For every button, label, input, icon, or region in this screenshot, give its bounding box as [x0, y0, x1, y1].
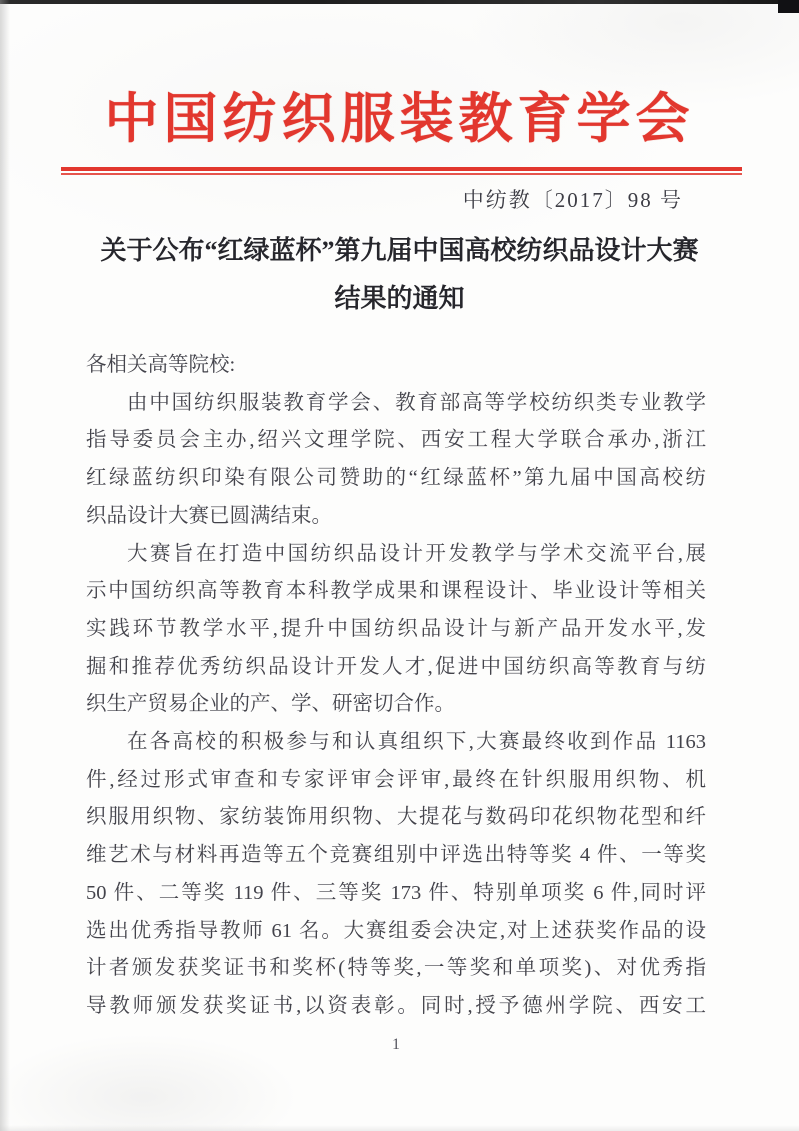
body-line: 大赛旨在打造中国纺织品设计开发教学与学术交流平台,展 — [127, 542, 706, 565]
body-line: 指导委员会主办,绍兴文理学院、西安工程大学联合承办,浙江 — [86, 429, 706, 452]
body-line: 织品设计大赛已圆满结束。 — [86, 504, 332, 527]
body-line: 红绿蓝纺织印染有限公司赞助的“红绿蓝杯”第九届中国高校纺 — [86, 467, 706, 490]
scan-edge-left — [0, 0, 10, 1131]
body-line: 由中国纺织服装教育学会、教育部高等学校纺织类专业教学 — [127, 391, 706, 414]
body-line: 件,经过形式审查和专家评审会评审,最终在针织服用织物、机 — [86, 768, 706, 791]
salutation: 各相关高等院校: — [86, 354, 236, 376]
body-line: 导教师颁发获奖证书,以资表彰。同时,授予德州学院、西安工 — [86, 994, 706, 1017]
scan-corner-mark — [778, 0, 799, 13]
header-rule-thin — [61, 173, 742, 175]
body-line: 选出优秀指导教师 61 名。大赛组委会决定,对上述获奖作品的设 — [86, 919, 706, 942]
page-number: 1 — [392, 1036, 400, 1053]
notice-title-line1: 关于公布“红绿蓝杯”第九届中国高校纺织品设计大赛 — [100, 236, 699, 265]
scan-edge-bottom — [0, 1125, 799, 1131]
notice-title — [0, 227, 799, 323]
notice-title-line2: 结果的通知 — [334, 284, 465, 313]
body-line: 维艺术与材料再造等五个竞赛组别中评选出特等奖 4 件、一等奖 — [86, 844, 706, 867]
scan-edge-top — [0, 0, 799, 4]
org-name-header: 中国纺织服装教育学会 — [104, 89, 695, 149]
body-line: 示中国纺织高等教育本科教学成果和课程设计、毕业设计等相关 — [86, 580, 706, 603]
notice-body — [86, 347, 706, 1026]
body-line: 在各高校的积极参与和认真组织下,大赛最终收到作品 1163 — [127, 731, 706, 754]
body-line: 实践环节教学水平,提升中国纺织品设计与新产品开发水平,发 — [86, 617, 706, 640]
body-line: 织生产贸易企业的产、学、研密切合作。 — [86, 693, 455, 716]
body-line: 掘和推荐优秀纺织品设计开发人才,促进中国纺织高等教育与纺 — [86, 655, 706, 678]
header-rule — [61, 167, 742, 175]
body-line: 织服用织物、家纺装饰用织物、大提花与数码印花织物花型和纤 — [86, 806, 706, 829]
body-line: 计者颁发获奖证书和奖杯(特等奖,一等奖和单项奖)、对优秀指 — [86, 957, 706, 980]
body-line: 50 件、二等奖 119 件、三等奖 173 件、特别单项奖 6 件,同时评 — [86, 881, 706, 904]
doc-number: 中纺教〔2017〕98 号 — [462, 188, 683, 212]
